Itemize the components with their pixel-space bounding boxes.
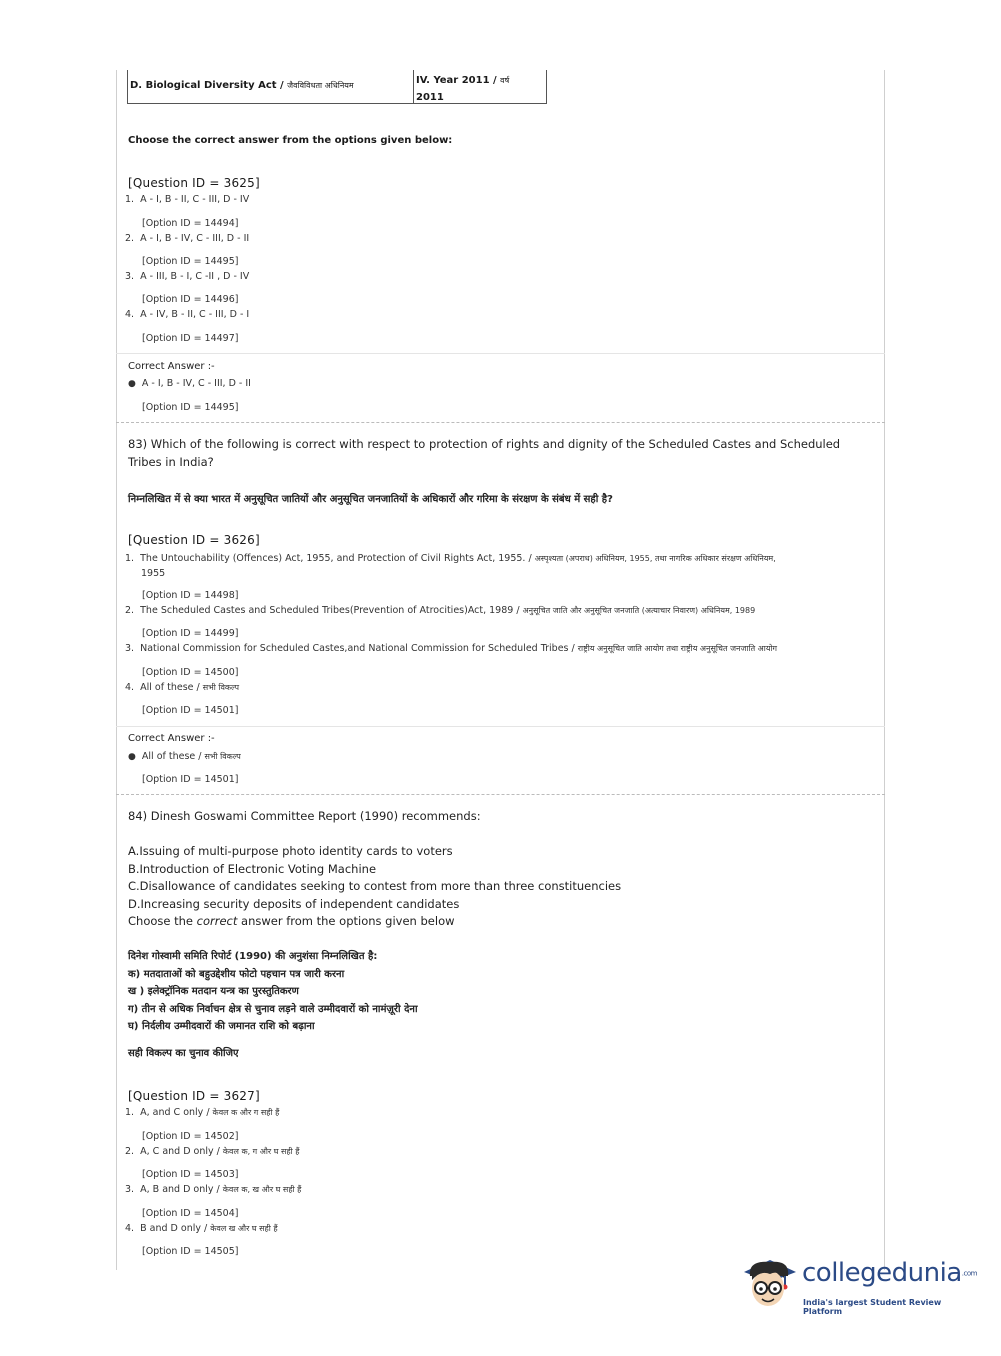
- question-84: 84) Dinesh Goswami Committee Report (1990) recommends:: [128, 809, 481, 823]
- statement-a: A.Issuing of multi-purpose photo identity cards to voters: [128, 844, 453, 858]
- option-id: [Option ID = 14496]: [142, 294, 239, 305]
- option-2: 2. A, C and D only / केवल क, ग और घ सही हैं: [125, 1146, 300, 1157]
- question-83: 83) Which of the following is correct with respect to protection of rights and dignity of the Scheduled Castes and Scheduled Tribes in India?: [128, 437, 841, 469]
- cell-text-hi: वर्ष: [500, 76, 510, 85]
- logo-tagline: India's largest Student Review Platform: [803, 1298, 942, 1316]
- divider: [116, 353, 885, 354]
- cell-text-en: IV. Year 2011 /: [416, 75, 501, 86]
- choose-instruction: Choose the correct answer from the options given below:: [128, 135, 453, 146]
- option-id: [Option ID = 14499]: [142, 628, 239, 639]
- option-id: [Option ID = 14501]: [142, 705, 239, 716]
- option-3: 3. A - III, B - I, C -II , D - IV: [125, 271, 250, 282]
- option-2: 2. The Scheduled Castes and Scheduled Tribes(Prevention of Atrocities)Act, 1989 / अनुसूचित जाति और अनुसूचित जनजाति (अत्याचार निवारण) अधिनियम, 1989: [125, 605, 756, 616]
- option-id: [Option ID = 14495]: [142, 256, 239, 267]
- divider: [116, 726, 885, 727]
- bullet-icon: ●: [128, 379, 136, 389]
- option-3: 3. A, B and D only / केवल क, ख और घ सही हैं: [125, 1184, 302, 1195]
- hindi-statement-list: दिनेश गोस्वामी समिति रिपोर्ट (1990) की अनुशंसा निम्नलिखित है: क) मतदाताओं को बहुउद्देशीय फोटो पहचान पत्र जारी करना ख ) इलेक्ट्रॉनिक मतदान यन्त्र का पुरस्तुतिकरण ग) तीन से अधिक निर्वाचन क्षेत्र से चुनाव लड़ने वाले उम्मीदवारों को नामंज़ूरी देना घ) निर्दलीय उम्मीदवारों की जमानत राशि को बढ़ाना: [128, 951, 418, 1033]
- mascot-icon: [740, 1252, 798, 1310]
- table-cell-item-d: [127, 70, 413, 104]
- option-id: [Option ID = 14501]: [142, 774, 239, 785]
- question-id: [Question ID = 3625]: [128, 176, 260, 190]
- option-1: 1. A, and C only / केवल क और ग सही हैं: [125, 1107, 280, 1118]
- option-1: 1. A - I, B - II, C - III, D - IV: [125, 194, 250, 205]
- logo-wordmark: collegedunia.com: [802, 1258, 977, 1288]
- option-id: [Option ID = 14497]: [142, 333, 239, 344]
- statement-d: D.Increasing security deposits of independent candidates: [128, 896, 460, 911]
- option-id: [Option ID = 14494]: [142, 218, 239, 229]
- correct-answer-label: Correct Answer :-: [128, 361, 215, 372]
- statement-b: B.Introduction of Electronic Voting Machine: [128, 861, 377, 876]
- option-2: 2. A - I, B - IV, C - III, D - II: [125, 233, 250, 244]
- cell-text-year: 2011: [416, 92, 444, 103]
- option-id: [Option ID = 14495]: [142, 402, 239, 413]
- option-id: [Option ID = 14502]: [142, 1131, 239, 1142]
- correct-answer: ● All of these / सभी विकल्प: [128, 751, 241, 762]
- option-id: [Option ID = 14504]: [142, 1208, 239, 1219]
- question-id: [Question ID = 3627]: [128, 1089, 260, 1103]
- statement-list: [128, 843, 621, 931]
- cell-text-hi: जैवविविधता अधिनियम: [287, 81, 354, 90]
- option-id: [Option ID = 14498]: [142, 590, 239, 601]
- option-4: 4. B and D only / केवल ख और घ सही हैं: [125, 1223, 278, 1234]
- question-divider: [116, 422, 885, 423]
- option-4: 4. A - IV, B - II, C - III, D - I: [125, 309, 250, 320]
- question-divider: [116, 794, 885, 795]
- cell-text-en: D. Biological Diversity Act /: [130, 80, 288, 91]
- option-id: [Option ID = 14505]: [142, 1246, 239, 1257]
- option-1: 1. The Untouchability (Offences) Act, 1955, and Protection of Civil Rights Act, 1955. / अस्पृश्यता (अपराध) अधिनियम, 1955, तथा नागरिक अधिकार संरक्षण अधिनियम, 1955: [125, 553, 776, 579]
- statement-c: C.Disallowance of candidates seeking to contest from more than three constituencies: [128, 879, 622, 894]
- table-cell-item-iv: [413, 70, 547, 104]
- option-4: 4. All of these / सभी विकल्प: [125, 682, 240, 693]
- correct-answer: ● A - I, B - IV, C - III, D - II: [128, 378, 251, 389]
- collegedunia-logo[interactable]: [740, 1248, 977, 1318]
- option-id: [Option ID = 14500]: [142, 667, 239, 678]
- question-83-hindi: निम्नलिखित में से क्या भारत में अनुसूचित जातियों और अनुसूचित जनजातियों के अधिकारों और गरिमा के संरक्षण के संबंध में सही है?: [128, 494, 613, 505]
- option-3: 3. National Commission for Scheduled Castes,and National Commission for Scheduled Tribes / राष्ट्रीय अनुसूचित जाति आयोग तथा राष्ट्रीय अनुसूचित जनजाति आयोग: [125, 643, 778, 654]
- hindi-choose-line: सही विकल्प का चुनाव कीजिए: [128, 1048, 239, 1059]
- correct-answer-label: Correct Answer :-: [128, 733, 215, 744]
- choose-line: Choose the correct answer from the options given below: [128, 914, 455, 929]
- question-id: [Question ID = 3626]: [128, 533, 260, 547]
- match-table-fragment: [127, 70, 547, 104]
- bullet-icon: ●: [128, 752, 136, 762]
- option-id: [Option ID = 14503]: [142, 1169, 239, 1180]
